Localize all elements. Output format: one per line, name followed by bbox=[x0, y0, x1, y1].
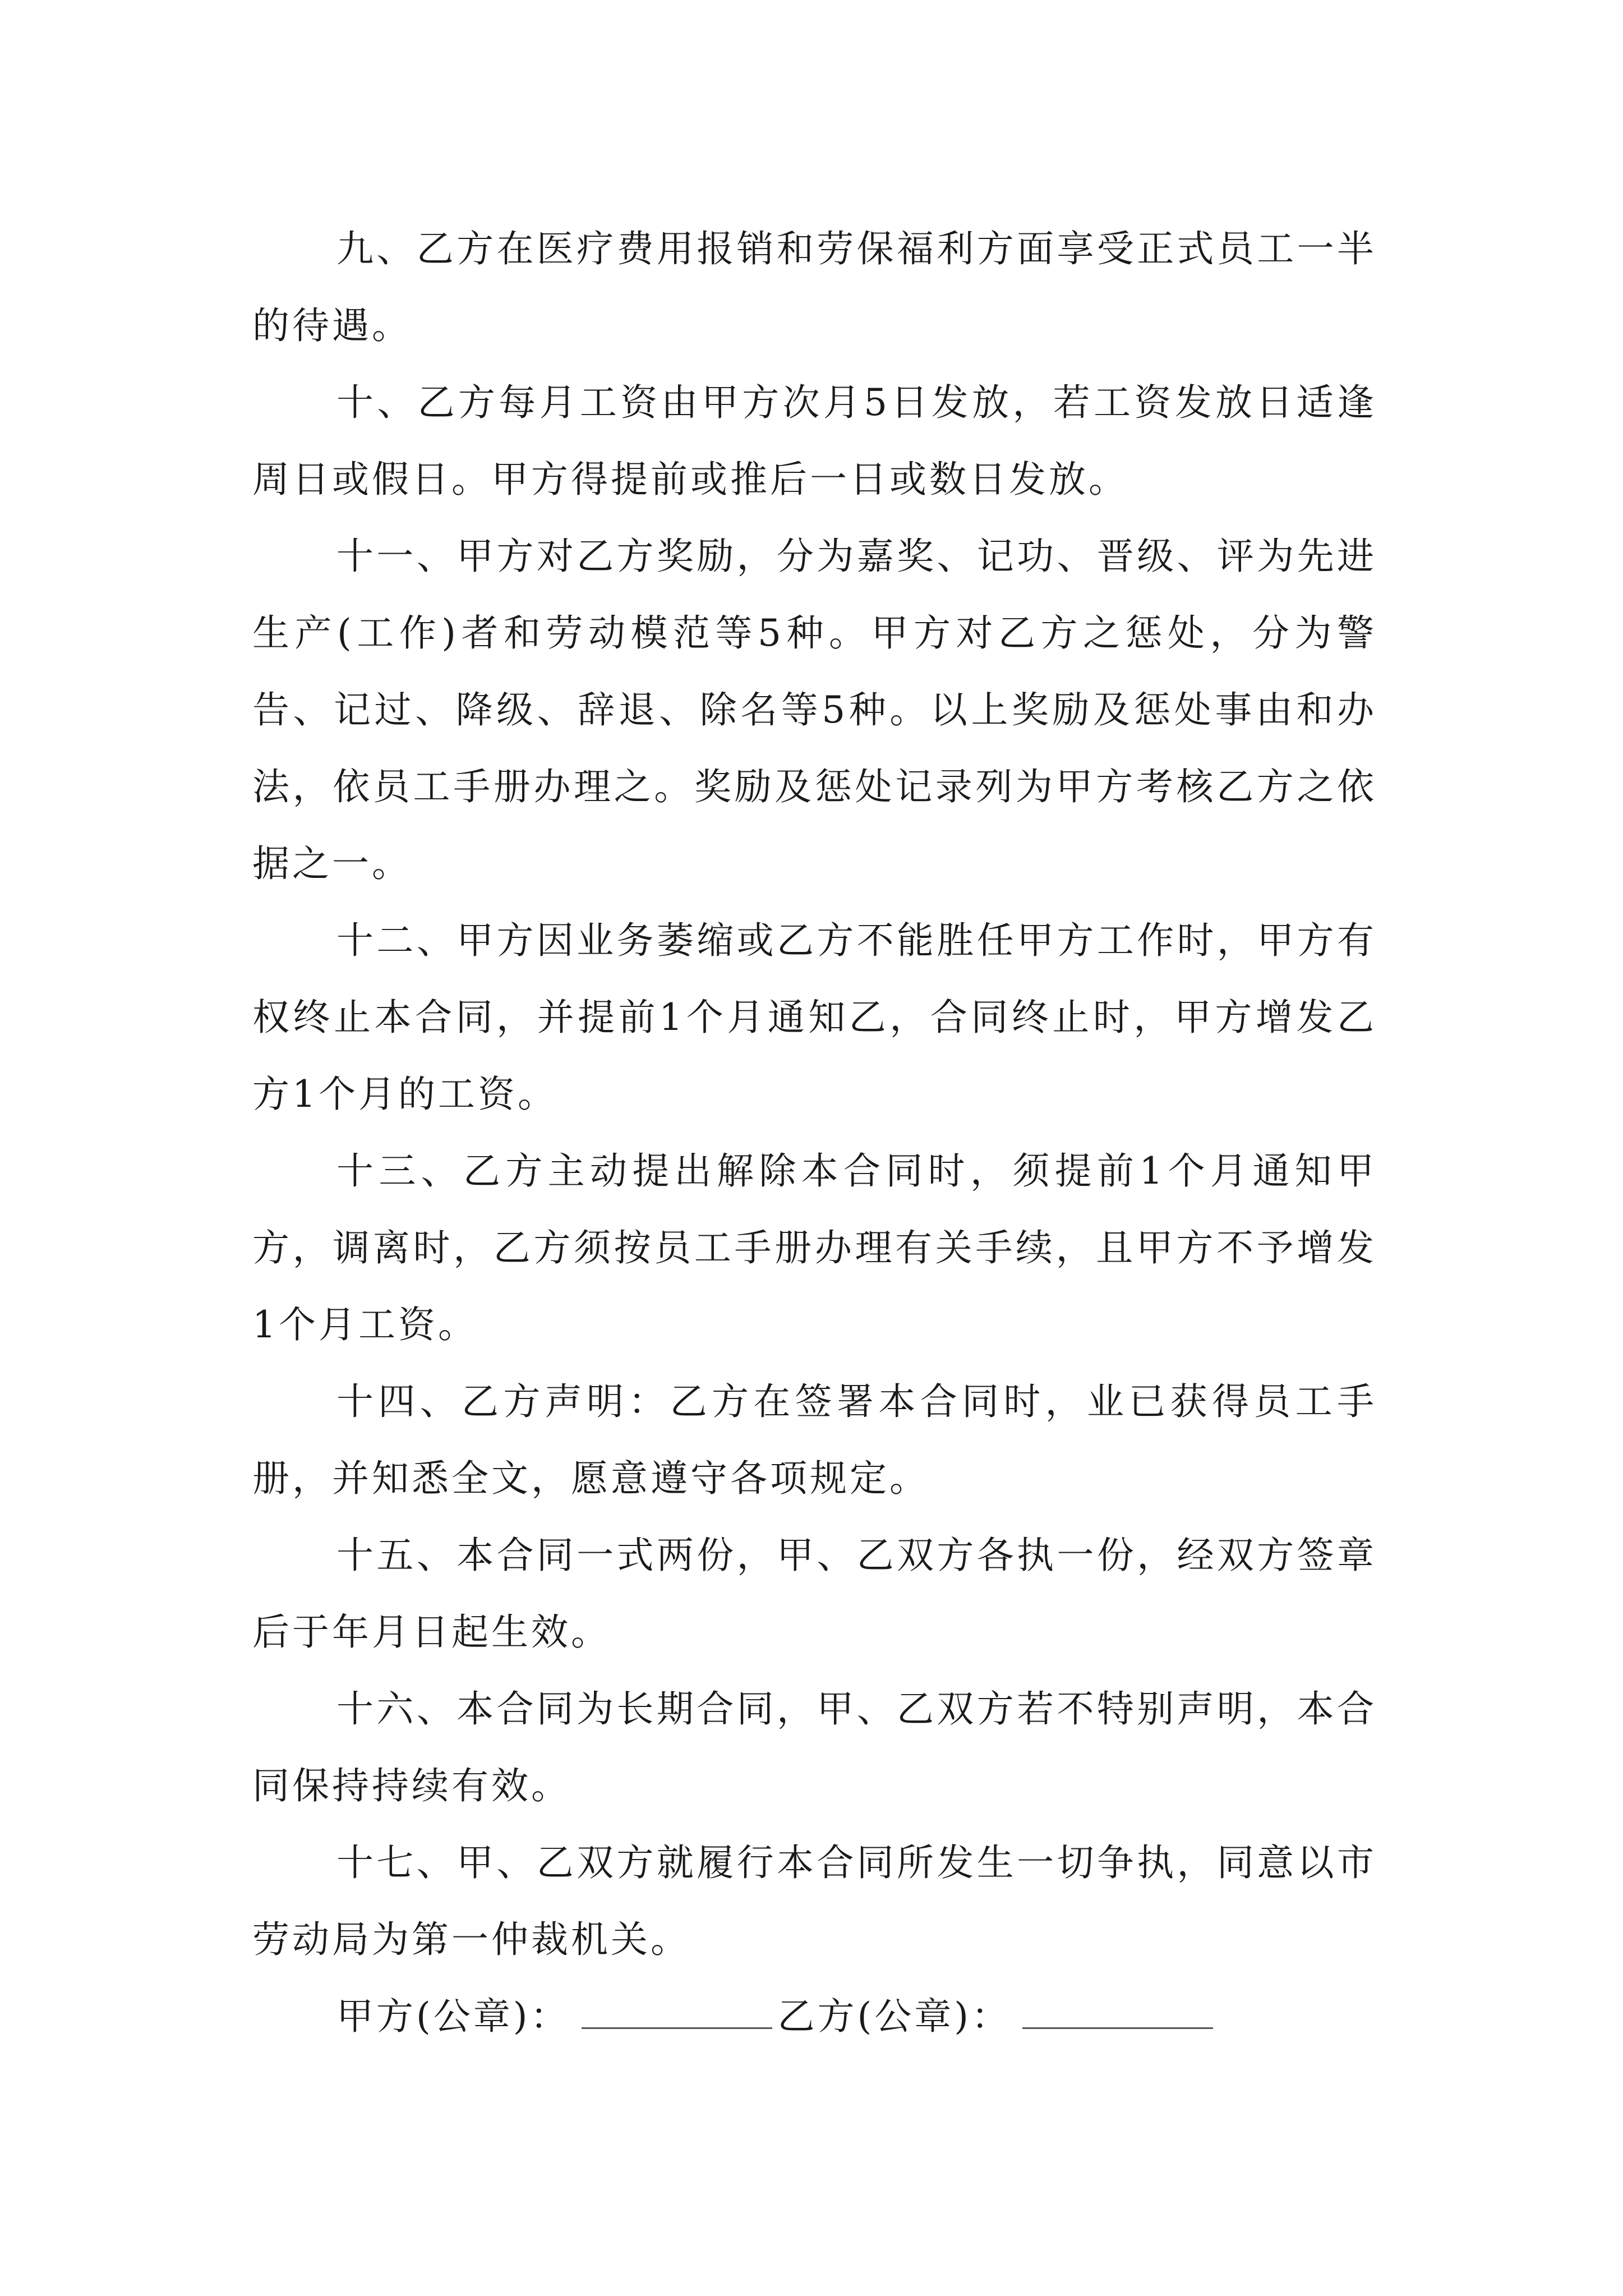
contract-body bbox=[252, 210, 1377, 2055]
clause-14: 十四、乙方声明：乙方在签署本合同时，业已获得员工手册，并知悉全文，愿意遵守各项规定。 bbox=[252, 1380, 1377, 1500]
clause-9: 九、乙方在医疗费用报销和劳保福利方面享受正式员工一半的待遇。 bbox=[252, 227, 1377, 347]
clause-15: 十五、本合同一式两份，甲、乙双方各执一份，经双方签章后于年月日起生效。 bbox=[252, 1534, 1377, 1654]
clause-16: 十六、本合同为长期合同，甲、乙双方若不特别声明，本合同保持持续有效。 bbox=[252, 1687, 1377, 1807]
clause-10: 十、乙方每月工资由甲方次月5日发放，若工资发放日适逢周日或假日。甲方得提前或推后一日或数日发放。 bbox=[252, 381, 1377, 501]
party-b-seal-label: 乙方(公章)： bbox=[777, 1995, 1011, 2038]
party-a-seal-blank bbox=[582, 1994, 772, 2029]
party-b-seal-blank bbox=[1022, 1994, 1213, 2029]
party-a-seal-label: 甲方(公章)： bbox=[336, 1995, 570, 2038]
clause-11: 十一、甲方对乙方奖励，分为嘉奖、记功、晋级、评为先进生产(工作)者和劳动模范等5种。甲方对乙方之惩处，分为警告、记过、降级、辞退、除名等5种。以上奖励及惩处事由和办法，依员工手册办理之。奖励及惩处记录列为甲方考核乙方之依据之一。 bbox=[252, 535, 1377, 885]
clause-13: 十三、乙方主动提出解除本合同时，须提前1个月通知甲方，调离时，乙方须按员工手册办理有关手续，且甲方不予增发1个月工资。 bbox=[252, 1149, 1377, 1346]
clause-17: 十七、甲、乙双方就履行本合同所发生一切争执，同意以市劳动局为第一仲裁机关。 bbox=[252, 1841, 1377, 1961]
signature-line bbox=[252, 1978, 1377, 2055]
clause-12: 十二、甲方因业务萎缩或乙方不能胜任甲方工作时，甲方有权终止本合同，并提前1个月通知乙，合同终止时，甲方增发乙方1个月的工资。 bbox=[252, 919, 1377, 1116]
